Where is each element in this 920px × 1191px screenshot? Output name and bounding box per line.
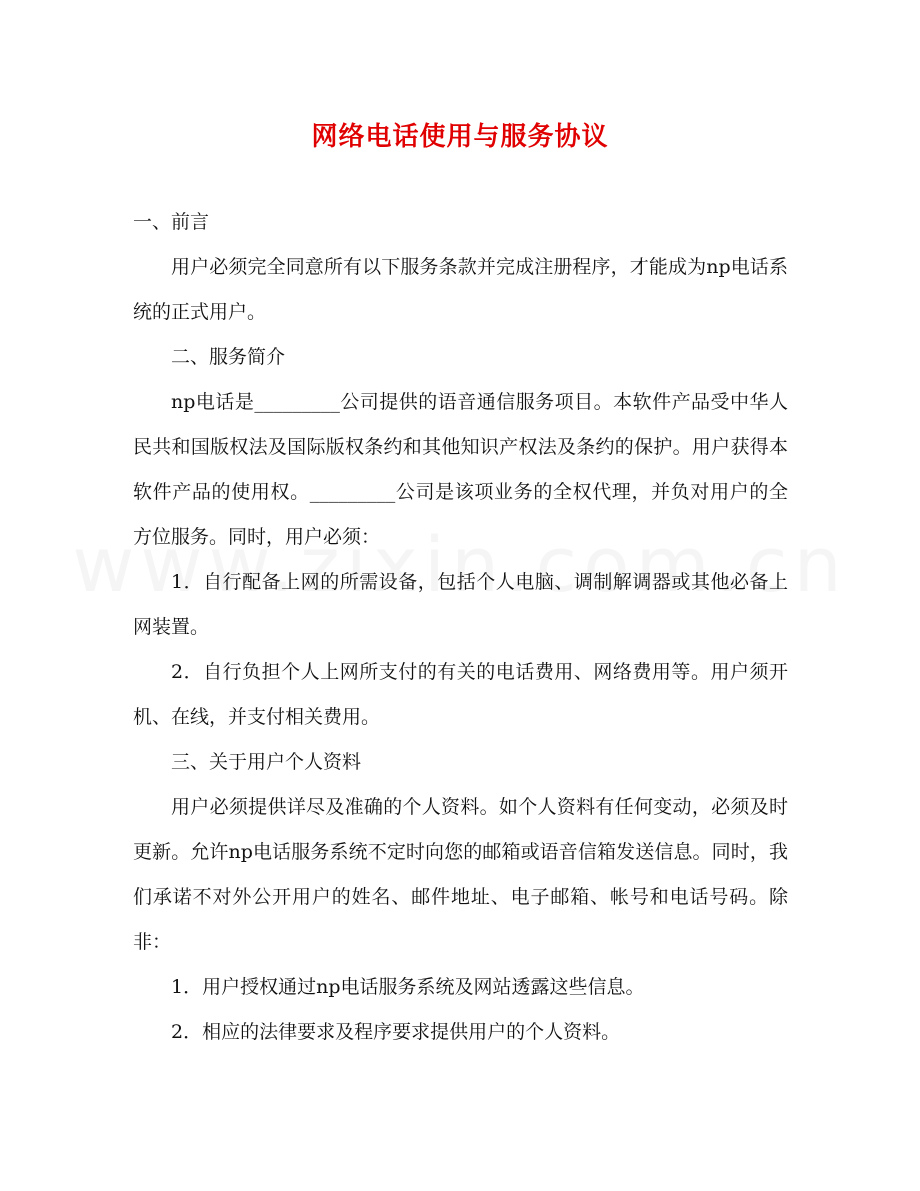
paragraph-personal-data: 用户必须提供详尽及准确的个人资料。如个人资料有任何变动，必须及时更新。允许np电话服务系统不定时向您的邮箱或语音信箱发送信息。同时，我们承诺不对外公开用户的姓名、邮件地址、电子邮箱、帐号和电话号码。除非： xyxy=(133,796,788,953)
list-item-fees: 2．自行负担个人上网所支付的有关的电话费用、网络费用等。用户须开机、在线，并支付相关费用。 xyxy=(133,661,788,728)
list-item-legal-requirements: 2．相应的法律要求及程序要求提供用户的个人资料。 xyxy=(171,1021,621,1043)
list-item-equipment: 1．自行配备上网的所需设备，包括个人电脑、调制解调器或其他必备上网装置。 xyxy=(133,571,788,638)
document-body xyxy=(133,200,788,1055)
paragraph-service-intro: np电话是_________公司提供的语音通信服务项目。本软件产品受中华人民共和国版权法及国际版权条约和其他知识产权法及条约的保护。用户获得本软件产品的使用权。_________公司是该项业务的全权代理，并负对用户的全方位服务。同时，用户必须： xyxy=(133,391,788,548)
section-heading-personal-data: 三、关于用户个人资料 xyxy=(171,751,362,773)
section-heading-preface: 一、前言 xyxy=(133,211,210,233)
document-title: 网络电话使用与服务协议 xyxy=(311,122,609,152)
paragraph-preface: 用户必须完全同意所有以下服务条款并完成注册程序，才能成为np电话系统的正式用户。 xyxy=(133,256,788,323)
list-item-authorization: 1．用户授权通过np电话服务系统及网站透露这些信息。 xyxy=(171,976,645,998)
section-heading-service-intro: 二、服务简介 xyxy=(171,346,286,368)
